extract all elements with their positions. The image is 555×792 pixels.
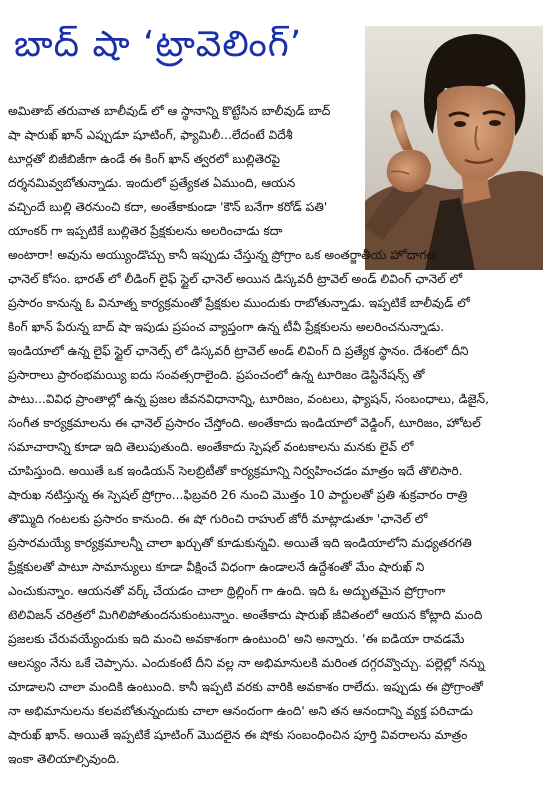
article-line: అంటారా! అవును అయ్యుండొచ్చు కానీ ఇప్పుడు చేస్తున్న ప్రోగ్రాం ఒక అంతర్జాతీయ హోదాగల (8, 248, 436, 262)
article-line: షారుఖ్ ఖాన్. అయితే ఇప్పటికే షూటింగ్ మొదలైన ఈ షోకు సంబంధించిన పూర్తి వివరాలను మాత్రం (8, 728, 468, 742)
article-line: ఛానెల్ కోసం. భారత్ లో లీడింగ్ లైఫ్ స్టైల్ ఛానెల్ అయిన డిస్కవరీ ట్రావెల్ అండ్ లివింగ్ ఛానెల్ లో (8, 272, 463, 286)
article-line: టెలివిజన్ చరిత్రలో మిగిలిపోతుందనుకుంటున్నాం. అంతేకాదు షారుఖ్ జీవితంలో ఆయన కోట్లాది మంది (8, 608, 483, 622)
article-line: పాటు...వివిధ ప్రాంతాల్లో ఉన్న ప్రజల జీవనవిధానాన్ని, టూరిజం, వంటలు, ఫ్యాషన్, సంబంధాలు, డిజైన్, (8, 392, 489, 406)
article-line: ఆలస్యం నేను ఒకే చెప్పాను. ఎందుకంటే దీని వల్ల నా అభిమానులకి మరింత దగ్గరవ్వొచ్చు. పల్లెల్లో నన్ను (8, 656, 485, 670)
article-line: సంగీత కార్యక్రమాలను ఈ ఛానెల్ ప్రసారం చేస్తోంది. అంతేకాదు ఇండియాలో వెడ్డింగ్, టూరిజం, హోటల్ (8, 416, 481, 430)
article-headline: బాద్ షా ‘ట్రావెలింగ్’ (14, 24, 303, 65)
article-line: తొమ్మిది గంటలకు ప్రసారం కానుంది. ఈ షో గురించి రాహుల్ జోరీ మాట్లాడుతూ 'ఛానెల్ లో (8, 512, 428, 526)
article-line: ప్రేక్షకులతో పాటూ సామాన్యులు కూడా వీక్షించే విధంగా ఉండాలనే ఉద్దేశంతో మేం షారుఖ్ ని (8, 560, 425, 574)
article-line: చూపిస్తుంది. అయితే ఒక ఇండియన్ సెలబ్రిటీతో కార్యక్రమాన్ని నిర్వహించడం మాత్రం ఇదే తొలిసారి. (8, 464, 463, 478)
article-line: ప్రసారాలు ప్రారంభమయ్యి ఐదు సంవత్సరాలైంది. ప్రపంచంలో ఉన్న టూరిజం డెస్టినేషన్స్ తో (8, 368, 425, 382)
article-line: సమాచారాన్ని కూడా ఇది తెలుపుతుంది. అంతేకాదు స్పెషల్ వంటకాలను మనకు లైవ్ లో (8, 440, 414, 454)
article-line: ప్రసారం కానున్న ఓ వినూత్న కార్యక్రమంతో ప్రేక్షకుల ముందుకు రాబోతున్నాడు. ఇప్పటికే బాలీవుడ్ లో (8, 296, 470, 310)
article-line: ప్రజలకు చేరువయ్యేందుకు ఇది మంచి అవకాశంగా ఉంటుంది' అని అన్నారు. 'ఈ ఐడియా రావడమే (8, 632, 465, 646)
article-line: నా అభిమానులను కలవబోతున్నందుకు చాలా ఆనందంగా ఉంది' అని తన ఆనందాన్ని వ్యక్త పరిచాడు (8, 704, 473, 718)
article-line: టూర్లతో బిజీబిజీగా ఉండే ఈ కింగ్ ఖాన్ త్వరలో బుల్లితెరపై (8, 152, 280, 166)
article-line: యాంకర్ గా ఇప్పటికే బుల్లితెర ప్రేక్షకులను అలరించాడు కదా (8, 224, 283, 238)
article-line: ఎంచుకున్నాం. ఆయనతో వర్క్ చేయడం చాలా థ్రిల్లింగ్ గా ఉంది. ఇది ఓ అద్భుతమైన ప్రోగ్రాంగా (8, 584, 446, 598)
article-line: వచ్చిందే బుల్లి తెరనుంచి కదా, అంతేకాకుండా 'కౌన్ బనేగా కరోడ్ పతి' (8, 200, 328, 214)
article-line: షా షారుఖ్ ఖాన్ ఎప్పుడూ షూటింగ్, ఫ్యామిలీ...లేదంటే విదేశీ (8, 128, 293, 142)
article-line: ఇంకా తెలియాల్సివుంది. (8, 752, 120, 766)
article-line: షారుఖ నటిస్తున్న ఈ స్పెషల్ ప్రోగ్రాం...ఫిబ్రవరి 26 నుంచి మొత్తం 10 పార్టులతో ప్రతి శుక్రవారం రాత్రి (8, 488, 468, 502)
portrait-of-actor-pointing-icon (365, 26, 543, 270)
article-line: అమితాబ్ తరువాత బాలీవుడ్ లో ఆ స్థానాన్ని కొట్టేసిన బాలీవుడ్ బాద్ (8, 104, 331, 118)
article-line: కింగ్ ఖాన్ పేరున్న బాద్ షా ఇపుడు ప్రపంచ వ్యాప్తంగా ఉన్న టీవీ ప్రేక్షకులను అలరించనున్నాడు. (8, 320, 445, 334)
article-line: చూడాలని చాలా మందికి ఉంటుంది. కానీ ఇప్పటి వరకు వారికి అవకాశం రాలేదు. ఇప్పుడు ఈ ప్రోగ్రాంతో (8, 680, 483, 694)
article-line: దర్శనమివ్వబోతున్నాడు. ఇందులో ప్రత్యేకత ఏముంది, ఆయన (8, 176, 296, 190)
article-line: ఇండియాలో ఉన్న లైఫ్ స్టైల్ ఛానెల్స్ లో డిస్కవరీ ట్రావెల్ అండ్ లివింగ్ ది ప్రత్యేక స్థానం. దేశంలో దీని (8, 344, 469, 358)
article-line: ప్రసారమయ్యే కార్యక్రమాలన్నీ చాలా ఖర్చుతో కూడుకున్నవి. అయితే ఇది ఇండియాలోని మధ్యతరగతి (8, 536, 472, 550)
actor-photo (365, 26, 543, 270)
